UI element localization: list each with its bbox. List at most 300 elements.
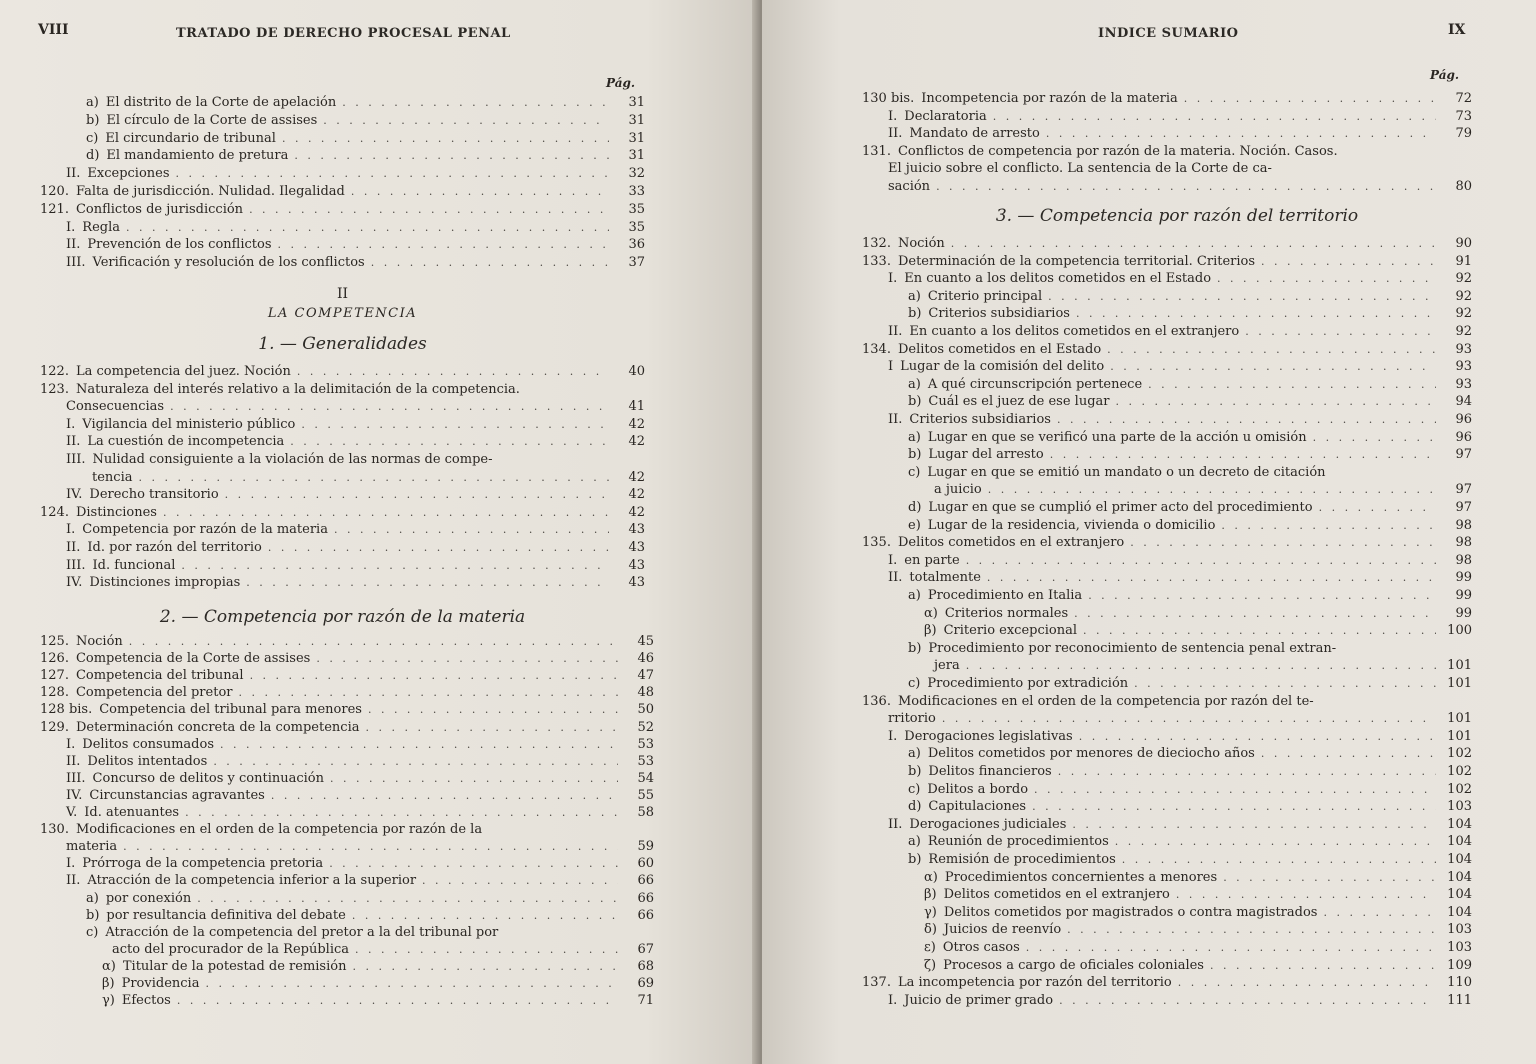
toc-entry-number: 120. xyxy=(40,184,69,199)
toc-entry-page: 92 xyxy=(1455,324,1472,339)
toc-entry-number: III. xyxy=(66,452,86,467)
toc-entry xyxy=(908,798,1472,816)
toc-entry-page: 104 xyxy=(1447,834,1472,850)
toc-entry-number: II. xyxy=(888,570,903,586)
toc-leader-dots xyxy=(282,130,609,148)
toc-entry-page: 97 xyxy=(1455,447,1472,463)
pag-label-left: Pág. xyxy=(606,76,636,90)
toc-entry-label: Atracción de la competencia del pretor a la del tribunal por xyxy=(105,924,499,940)
toc-entry-number: 128. xyxy=(40,685,69,701)
toc-entry-number: 129. xyxy=(40,719,69,735)
toc-entry-label: El juicio sobre el conflicto. La sentencia de la Corte de ca- xyxy=(888,161,1272,176)
toc-entry-page: 53 xyxy=(637,753,654,769)
toc-entry xyxy=(102,958,654,976)
toc-entry xyxy=(908,446,1472,464)
toc-entry-page: 79 xyxy=(1455,126,1472,141)
toc-entry-number: a) xyxy=(908,588,921,603)
toc-entry-label: Procedimiento por extradición xyxy=(927,676,1129,691)
toc-entry-label: Declaratoria xyxy=(904,108,987,124)
running-head-right: INDICE SUMARIO xyxy=(1098,26,1239,41)
toc-entry xyxy=(40,821,654,839)
toc-entry-number: I. xyxy=(888,728,898,744)
toc-entry-page: 47 xyxy=(637,668,654,684)
toc-entry-number: a) xyxy=(86,95,99,110)
toc-entry xyxy=(888,323,1472,341)
toc-entry-page: 94 xyxy=(1455,394,1472,410)
toc-entry-number: c) xyxy=(908,464,921,480)
toc-entry-page: 71 xyxy=(637,993,654,1009)
toc-entry xyxy=(924,869,1472,887)
toc-entry-label: Naturaleza del interés relativo a la delimitación de la competencia. xyxy=(75,381,520,397)
toc-leader-dots xyxy=(936,178,1436,196)
toc-entry-number: δ) xyxy=(924,922,937,938)
toc-entry-number: α) xyxy=(924,605,938,621)
toc-entry-number: d) xyxy=(908,799,922,815)
left-page xyxy=(0,0,760,1064)
toc-entry-label: Lugar en que se emitió un mandato o un decreto de citación xyxy=(927,464,1326,480)
toc-entry-label: Vigilancia del ministerio público xyxy=(82,416,296,432)
toc-entry xyxy=(66,855,654,873)
toc-entry xyxy=(888,816,1472,834)
toc-entry xyxy=(908,745,1472,763)
toc-entry xyxy=(888,710,1472,728)
toc-leader-dots xyxy=(170,398,609,416)
toc-entry-page: 101 xyxy=(1447,728,1472,744)
toc-entry-number: β) xyxy=(924,887,937,903)
toc-entry-label: Excepciones xyxy=(87,166,170,182)
toc-entry xyxy=(66,165,645,183)
toc-entry xyxy=(908,376,1472,394)
toc-entry-number: I. xyxy=(888,552,898,568)
toc-entry-number: II. xyxy=(888,816,903,832)
toc-entry-number: a) xyxy=(908,376,921,392)
toc-entry xyxy=(40,183,645,201)
toc-entry xyxy=(862,974,1472,992)
toc-leader-dots xyxy=(1072,816,1436,834)
toc-entry-page: 54 xyxy=(637,770,654,786)
toc-entry-number: III. xyxy=(66,255,86,271)
toc-leader-dots xyxy=(1178,974,1436,992)
toc-entry xyxy=(86,112,645,130)
toc-entry-number: II. xyxy=(66,237,81,253)
toc-entry xyxy=(888,992,1472,1010)
toc-entry-page: 102 xyxy=(1447,746,1472,762)
toc-entry-page: 66 xyxy=(637,907,654,923)
toc-entry-page: 67 xyxy=(637,941,654,957)
toc-entry xyxy=(908,499,1472,517)
toc-leader-dots xyxy=(1057,411,1436,429)
toc-entry-label: A qué circunscripción pertenece xyxy=(927,376,1143,392)
toc-leader-dots xyxy=(246,574,609,592)
toc-entry-number: d) xyxy=(908,500,922,515)
toc-leader-dots xyxy=(294,147,609,165)
toc-entry-number: I. xyxy=(888,992,898,1008)
toc-entry-page: 43 xyxy=(628,575,645,591)
toc-leader-dots xyxy=(1034,781,1436,799)
toc-entry xyxy=(908,288,1472,306)
toc-entry-page: 104 xyxy=(1447,904,1472,920)
toc-entry-page: 58 xyxy=(637,805,654,820)
toc-entry-label: totalmente xyxy=(909,570,981,586)
toc-entry-label: Derecho transitorio xyxy=(89,487,219,503)
toc-entry-page: 68 xyxy=(637,958,654,974)
toc-entry xyxy=(66,219,645,237)
toc-leader-dots xyxy=(1079,728,1436,746)
toc-entry-number: V. xyxy=(66,805,78,820)
toc-entry-label: rritorio xyxy=(888,711,936,727)
toc-entry xyxy=(40,504,645,522)
toc-entry-label: Competencia del tribunal para menores xyxy=(99,702,362,718)
toc-entry-label: Reunión de procedimientos xyxy=(927,834,1109,850)
toc-entry-page: 43 xyxy=(628,522,645,538)
toc-entry-label: Remisión de procedimientos xyxy=(928,852,1116,867)
toc-leader-dots xyxy=(334,521,609,539)
toc-leader-dots xyxy=(138,469,609,487)
toc-leader-dots xyxy=(271,787,618,805)
toc-entry-label: Procedimientos concernientes a menores xyxy=(944,869,1218,885)
toc-entry-page: 53 xyxy=(637,736,654,752)
toc-entry xyxy=(66,753,654,771)
toc-leader-dots xyxy=(368,701,618,719)
toc-entry xyxy=(908,851,1472,869)
toc-entry xyxy=(908,763,1472,781)
toc-entry-number: II. xyxy=(888,126,903,141)
toc-leader-dots xyxy=(1245,323,1436,341)
toc-leader-dots xyxy=(316,650,618,668)
toc-leader-dots xyxy=(1115,393,1436,411)
right-page xyxy=(762,0,1536,1064)
toc-entry-label: Derogaciones judiciales xyxy=(909,816,1067,832)
toc-leader-dots xyxy=(1074,605,1436,623)
toc-leader-dots xyxy=(1059,992,1436,1010)
toc-leader-dots xyxy=(220,736,618,754)
toc-entry xyxy=(40,363,645,381)
toc-entry-label: Verificación y resolución de los conflictos xyxy=(92,255,365,271)
toc-entry-page: 35 xyxy=(628,201,645,217)
toc-entry-page: 104 xyxy=(1447,852,1472,867)
toc-entry-number: γ) xyxy=(924,904,937,920)
toc-entry-number: 128 bis. xyxy=(40,702,93,718)
toc-entry xyxy=(86,94,645,112)
toc-entry-number: 134. xyxy=(862,341,891,357)
toc-leader-dots xyxy=(1148,376,1436,394)
toc-leader-dots xyxy=(197,890,618,908)
toc-entry-label: Distinciones xyxy=(75,504,157,520)
toc-leader-dots xyxy=(177,992,618,1010)
toc-leader-dots xyxy=(185,804,618,822)
toc-entry xyxy=(888,358,1472,376)
toc-leader-dots xyxy=(1083,622,1436,640)
toc-entry-label: Modificaciones en el orden de la competencia por razón del te- xyxy=(897,693,1314,709)
toc-entry-page: 42 xyxy=(628,469,645,485)
toc-entry-page: 98 xyxy=(1455,552,1472,568)
toc-entry-number: I. xyxy=(66,522,76,538)
toc-entry xyxy=(66,398,645,416)
toc-entry-page: 96 xyxy=(1455,429,1472,445)
toc-entry-label: por resultancia definitiva del debate xyxy=(106,907,346,923)
toc-entry xyxy=(66,770,654,788)
toc-entry-label: Noción xyxy=(75,634,123,649)
toc-entry-label: El círculo de la Corte de assises xyxy=(106,112,318,128)
toc-entry-number: I xyxy=(888,359,894,375)
toc-leader-dots xyxy=(1261,253,1436,271)
toc-entry-label: Juicios de reenvío xyxy=(943,922,1062,938)
toc-entry xyxy=(66,254,645,272)
toc-entry-number: ζ) xyxy=(924,957,937,973)
toc-entry-page: 101 xyxy=(1447,676,1472,691)
toc-entry-label: Mandato de arresto xyxy=(909,126,1040,141)
toc-entry-label: por conexión xyxy=(105,890,192,906)
toc-leader-dots xyxy=(290,433,609,451)
toc-leader-dots xyxy=(1319,499,1436,517)
toc-entry-label: Delitos consumados xyxy=(82,736,214,752)
toc-entry xyxy=(86,890,654,908)
toc-entry xyxy=(66,557,645,575)
toc-entry-label: jera xyxy=(934,658,960,674)
toc-entry xyxy=(908,393,1472,411)
toc-entry-label: Derogaciones legislativas xyxy=(904,728,1073,744)
toc-entry-page: 99 xyxy=(1455,605,1472,621)
toc-entry-label: Delitos cometidos en el Estado xyxy=(897,341,1102,357)
toc-entry xyxy=(66,486,645,504)
toc-entry-page: 43 xyxy=(628,557,645,573)
toc-entry-page: 96 xyxy=(1455,412,1472,427)
toc-entry-page: 37 xyxy=(628,255,645,271)
toc-entry xyxy=(66,521,645,539)
toc-entry-number: c) xyxy=(908,781,921,797)
toc-entry xyxy=(934,481,1472,499)
toc-entry xyxy=(888,160,1472,178)
toc-entry-page: 103 xyxy=(1447,940,1472,955)
toc-entry xyxy=(66,787,654,805)
toc-entry xyxy=(908,833,1472,851)
toc-entry-number: a) xyxy=(908,746,921,762)
toc-entry-label: Prevención de los conflictos xyxy=(87,237,272,253)
toc-leader-dots xyxy=(1323,904,1436,922)
toc-entry-number: I. xyxy=(66,736,76,752)
pag-label-right: Pág. xyxy=(1430,68,1460,82)
toc-entry-label: Lugar en que se verificó una parte de la acción u omisión xyxy=(927,429,1307,445)
toc-entry xyxy=(888,569,1472,587)
toc-entry-label: tencia xyxy=(92,469,133,485)
toc-entry xyxy=(908,781,1472,799)
toc-entry-number: 130. xyxy=(40,822,69,838)
toc-leader-dots xyxy=(422,872,618,890)
toc-entry-label: Delitos intentados xyxy=(87,753,208,769)
toc-entry-number: a) xyxy=(908,429,921,445)
toc-entry-label: Conflictos de competencia por razón de la materia. Noción. Casos. xyxy=(897,143,1338,159)
toc-entry-page: 93 xyxy=(1455,341,1472,357)
toc-entry-label: Delitos cometidos por magistrados o contra magistrados xyxy=(943,904,1318,920)
toc-entry-label: Modificaciones en el orden de la competencia por razón de la xyxy=(75,822,483,838)
toc-entry xyxy=(66,451,645,469)
toc-entry-number: IV. xyxy=(66,575,83,591)
toc-entry-label: Otros casos xyxy=(942,940,1020,955)
subsection-title-generalidades: 1. — Generalidades xyxy=(258,334,427,354)
toc-entry-page: 99 xyxy=(1455,570,1472,586)
toc-leader-dots xyxy=(213,753,618,771)
toc-leader-dots xyxy=(301,416,609,434)
toc-entry-page: 92 xyxy=(1455,306,1472,322)
toc-entry-page: 59 xyxy=(637,839,654,855)
page-number-right: IX xyxy=(1448,22,1466,38)
toc-entry-label: Cuál es el juez de ese lugar xyxy=(928,394,1110,410)
toc-leader-dots xyxy=(351,183,609,201)
toc-entry-number: II. xyxy=(66,166,81,182)
toc-entry-label: Lugar del arresto xyxy=(928,447,1044,463)
toc-entry-label: Titular de la potestad de remisión xyxy=(122,958,347,974)
toc-entry-number: b) xyxy=(908,852,922,867)
toc-entry xyxy=(908,429,1472,447)
toc-entry-label: Procesos a cargo de oficiales coloniales xyxy=(943,957,1204,973)
toc-leader-dots xyxy=(1107,341,1436,359)
toc-entry-label: Criterio principal xyxy=(927,288,1043,304)
toc-entry-label: Criterios subsidiarios xyxy=(928,306,1070,322)
toc-entry-number: II. xyxy=(888,412,903,427)
toc-entry xyxy=(908,305,1472,323)
toc-entry xyxy=(862,235,1472,253)
toc-leader-dots xyxy=(355,941,618,959)
toc-entry xyxy=(862,341,1472,359)
toc-entry xyxy=(66,872,654,890)
toc-leader-dots xyxy=(966,657,1436,675)
toc-entry-number: I. xyxy=(66,416,76,432)
toc-leader-dots xyxy=(330,770,618,788)
toc-entry xyxy=(66,236,645,254)
toc-entry-page: 36 xyxy=(628,237,645,253)
toc-entry-page: 42 xyxy=(628,434,645,450)
toc-entry-page: 66 xyxy=(637,873,654,889)
toc-entry-number: 123. xyxy=(40,381,69,397)
toc-entry-number: III. xyxy=(66,557,86,573)
toc-entry-page: 31 xyxy=(628,95,645,110)
toc-entry xyxy=(888,411,1472,429)
toc-entry-number: β) xyxy=(102,976,115,991)
toc-leader-dots xyxy=(1088,587,1436,605)
toc-entry-label: Competencia del pretor xyxy=(75,685,233,701)
toc-entry xyxy=(924,904,1472,922)
toc-leader-dots xyxy=(1110,358,1436,376)
toc-leader-dots xyxy=(1223,869,1436,887)
toc-entry-label: Regla xyxy=(82,219,120,235)
toc-entry-number: b) xyxy=(908,306,922,322)
toc-entry-number: II. xyxy=(66,434,81,450)
toc-entry xyxy=(934,657,1472,675)
toc-entry-number: ε) xyxy=(924,940,936,955)
toc-entry-page: 99 xyxy=(1455,588,1472,603)
toc-entry xyxy=(40,719,654,737)
toc-leader-dots xyxy=(268,539,609,557)
toc-entry-page: 32 xyxy=(628,166,645,182)
toc-entry-page: 97 xyxy=(1455,500,1472,515)
toc-entry xyxy=(66,736,654,754)
toc-entry xyxy=(924,921,1472,939)
toc-entry-page: 55 xyxy=(637,787,654,803)
toc-entry-label: Capitulaciones xyxy=(928,799,1027,815)
toc-entry-number: α) xyxy=(924,869,938,885)
toc-entry xyxy=(102,992,654,1010)
toc-leader-dots xyxy=(126,219,609,237)
toc-entry-page: 31 xyxy=(628,148,645,164)
toc-entry-number: I. xyxy=(888,271,898,287)
toc-entry-page: 101 xyxy=(1447,711,1472,727)
toc-leader-dots xyxy=(129,633,618,651)
toc-entry-page: 31 xyxy=(628,130,645,146)
toc-entry xyxy=(924,939,1472,957)
toc-entry-page: 111 xyxy=(1447,992,1472,1008)
toc-entry-number: 130 bis. xyxy=(862,91,915,106)
toc-leader-dots xyxy=(1122,851,1436,869)
toc-entry-label: Criterios subsidiarios xyxy=(909,412,1051,427)
toc-entry xyxy=(924,622,1472,640)
toc-entry-number: I. xyxy=(66,219,76,235)
toc-entry-label: Delitos cometidos por menores de dieciocho años xyxy=(927,746,1255,762)
toc-entry-page: 73 xyxy=(1455,108,1472,124)
toc-entry-page: 42 xyxy=(628,504,645,520)
toc-leader-dots xyxy=(1032,798,1436,816)
toc-entry-label: El mandamiento de pretura xyxy=(106,148,289,164)
toc-leader-dots xyxy=(181,557,609,575)
toc-entry-number: 125. xyxy=(40,634,69,649)
toc-entry-label: La cuestión de incompetencia xyxy=(87,434,285,450)
toc-entry xyxy=(908,587,1472,605)
toc-entry-page: 104 xyxy=(1447,869,1472,885)
toc-leader-dots xyxy=(249,201,609,219)
toc-entry xyxy=(888,728,1472,746)
toc-entry-page: 72 xyxy=(1455,91,1472,106)
toc-entry-page: 92 xyxy=(1455,271,1472,287)
toc-entry xyxy=(40,650,654,668)
toc-entry-page: 52 xyxy=(637,719,654,735)
toc-leader-dots xyxy=(352,907,618,925)
toc-entry-label: Criterio excepcional xyxy=(943,623,1078,639)
subsection-title-territorio: 3. — Competencia por razón del territorio xyxy=(995,206,1359,226)
toc-leader-dots xyxy=(250,667,618,685)
toc-entry-number: 121. xyxy=(40,201,69,217)
toc-leader-dots xyxy=(1046,125,1436,143)
toc-entry xyxy=(908,675,1472,693)
toc-entry-label: Prórroga de la competencia pretoria xyxy=(82,856,324,872)
toc-entry xyxy=(66,416,645,434)
toc-entry-number: 131. xyxy=(862,143,891,159)
toc-entry xyxy=(862,253,1472,271)
toc-entry-number: a) xyxy=(908,834,921,850)
toc-entry-label: Id. por razón del territorio xyxy=(87,540,262,555)
toc-entry-page: 42 xyxy=(628,487,645,503)
toc-entry xyxy=(112,941,654,959)
toc-entry-label: Competencia de la Corte de assises xyxy=(75,651,311,667)
toc-entry-label: Delitos a bordo xyxy=(927,781,1029,797)
toc-entry-page: 90 xyxy=(1455,236,1472,251)
toc-entry-label: a juicio xyxy=(934,482,982,498)
toc-entry-label: acto del procurador de la República xyxy=(112,941,350,957)
toc-entry xyxy=(86,130,645,148)
running-head-left: TRATADO DE DERECHO PROCESAL PENAL xyxy=(176,26,511,41)
toc-entry-label: La competencia del juez. Noción xyxy=(75,364,291,379)
toc-entry-page: 109 xyxy=(1447,957,1472,973)
toc-entry xyxy=(908,464,1472,482)
toc-entry-label: Noción xyxy=(897,236,945,251)
toc-leader-dots xyxy=(238,684,618,702)
toc-entry-number: c) xyxy=(86,130,99,146)
toc-leader-dots xyxy=(163,504,609,522)
toc-entry-label: Id. atenuantes xyxy=(84,805,180,820)
toc-leader-dots xyxy=(225,486,609,504)
toc-entry-label: sación xyxy=(888,178,931,194)
toc-entry-number: b) xyxy=(908,764,922,779)
toc-leader-dots xyxy=(1048,288,1436,306)
toc-entry-page: 46 xyxy=(637,651,654,667)
